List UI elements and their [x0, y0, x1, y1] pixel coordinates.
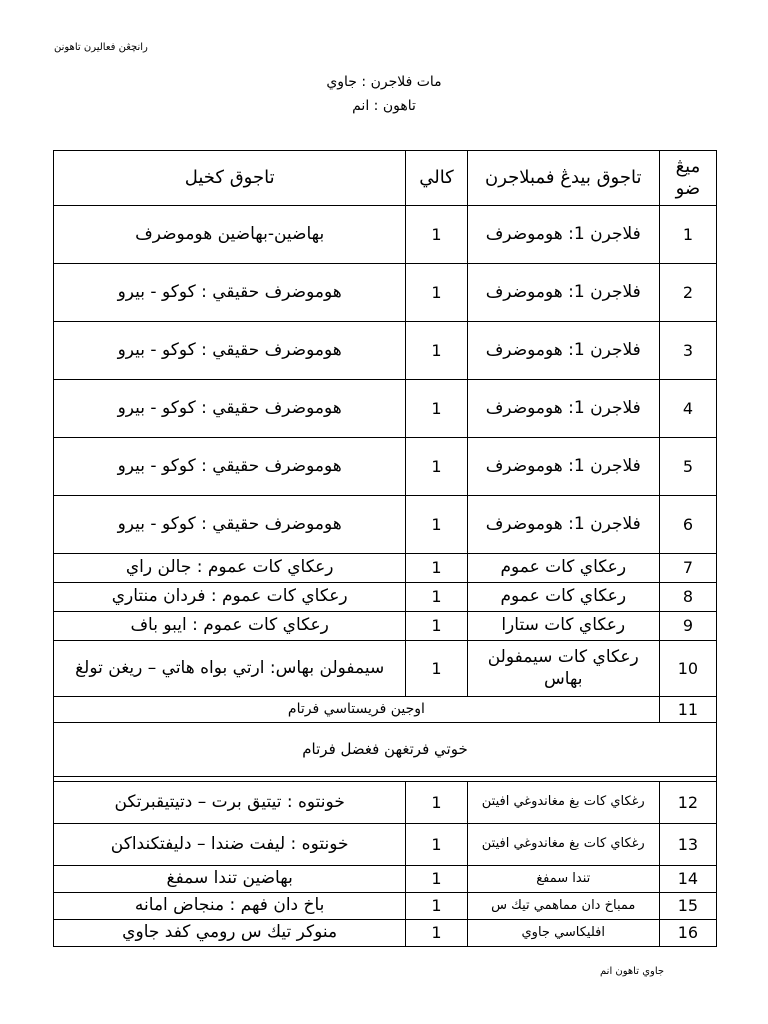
cell-no: 8 — [659, 583, 716, 612]
cell-subject: رعكاي كات سيمفولن بهاس — [467, 641, 659, 697]
cell-subject: رغكاي كات بغ مغاندوغي افيتن — [467, 824, 659, 866]
cell-kali: 1 — [406, 438, 467, 496]
header-kali: كالي — [406, 151, 467, 206]
table-row — [54, 782, 717, 824]
cell-kali: 1 — [406, 782, 467, 824]
cell-kali: 1 — [406, 496, 467, 554]
cell-subject: فلاجرن 1: هوموضرف — [467, 264, 659, 322]
header-week: ميڠ ضو — [659, 151, 716, 206]
table-row — [54, 893, 717, 920]
holiday-break-label: خوتي فرتغهن فغضل فرتام — [54, 723, 717, 777]
cell-activity: باخ دان فهم : منجاض امانه — [54, 893, 406, 920]
exam-row — [54, 697, 717, 723]
table-header-row — [54, 151, 717, 206]
cell-kali: 1 — [406, 893, 467, 920]
cell-kali: 1 — [406, 641, 467, 697]
year-title: تاهون : انم — [352, 98, 416, 114]
cell-activity: رعكاي كات عموم : ايبو باف — [54, 612, 406, 641]
cell-no: 13 — [659, 824, 716, 866]
cell-no: 7 — [659, 554, 716, 583]
cell-activity: هوموضرف حقيقي : كوكو - بيرو — [54, 496, 406, 554]
cell-activity: خونتوه : ليفت ضندا – دليفتكنداكن — [54, 824, 406, 866]
cell-no: 4 — [659, 380, 716, 438]
holiday-break-row — [54, 723, 717, 777]
cell-subject: افليكاسي جاوي — [467, 920, 659, 947]
table-row — [54, 380, 717, 438]
cell-activity: هوموضرف حقيقي : كوكو - بيرو — [54, 380, 406, 438]
cell-no: 9 — [659, 612, 716, 641]
cell-no: 14 — [659, 866, 716, 893]
cell-kali: 1 — [406, 920, 467, 947]
cell-subject: رعكاي كات عموم — [467, 554, 659, 583]
exam-label: اوجين فريستاسي فرتام — [54, 697, 660, 723]
cell-no: 15 — [659, 893, 716, 920]
cell-subject: فلاجرن 1: هوموضرف — [467, 206, 659, 264]
table-row — [54, 920, 717, 947]
table-row — [54, 496, 717, 554]
table-row — [54, 438, 717, 496]
cell-no: 3 — [659, 322, 716, 380]
cell-no: 12 — [659, 782, 716, 824]
cell-subject: ممباخ دان مماهمي تيك س — [467, 893, 659, 920]
cell-subject: رعكاي كات عموم — [467, 583, 659, 612]
cell-activity: هوموضرف حقيقي : كوكو - بيرو — [54, 438, 406, 496]
table-row — [54, 866, 717, 893]
table-row — [54, 554, 717, 583]
cell-kali: 1 — [406, 264, 467, 322]
cell-activity: منوكر تيك س رومي كفد جاوي — [54, 920, 406, 947]
cell-subject: فلاجرن 1: هوموضرف — [467, 496, 659, 554]
cell-subject: فلاجرن 1: هوموضرف — [467, 438, 659, 496]
cell-activity: بهاضين-بهاضين هوموضرف — [54, 206, 406, 264]
cell-kali: 1 — [406, 824, 467, 866]
cell-no: 16 — [659, 920, 716, 947]
cell-no: 1 — [659, 206, 716, 264]
cell-kali: 1 — [406, 583, 467, 612]
cell-subject: رعكاي كات ستارا — [467, 612, 659, 641]
header-activity: تاجوق كخيل — [54, 151, 406, 206]
cell-activity: خونتوه : تيتيق برت – دتيتيقبرتكن — [54, 782, 406, 824]
table-row — [54, 612, 717, 641]
cell-subject: رغكاي كات بغ مغاندوغي افيتن — [467, 782, 659, 824]
cell-no: 6 — [659, 496, 716, 554]
table-row — [54, 824, 717, 866]
table-row — [54, 583, 717, 612]
cell-activity: بهاضين تندا سمفغ — [54, 866, 406, 893]
cell-kali: 1 — [406, 380, 467, 438]
table-row — [54, 322, 717, 380]
table-row — [54, 264, 717, 322]
lesson-table — [53, 150, 717, 947]
cell-kali: 1 — [406, 866, 467, 893]
cell-no: 10 — [659, 641, 716, 697]
footer-note: جاوي تاهون انم — [600, 966, 665, 977]
cell-kali: 1 — [406, 554, 467, 583]
cell-activity: رعكاي كات عموم : فردان منتاري — [54, 583, 406, 612]
cell-no: 2 — [659, 264, 716, 322]
header-note: رانچڠن فعاليرن تاهونن — [54, 42, 148, 53]
header-subject: تاجوق بيدڠ فمبلاجرن — [467, 151, 659, 206]
cell-activity: هوموضرف حقيقي : كوكو - بيرو — [54, 264, 406, 322]
cell-kali: 1 — [406, 322, 467, 380]
cell-subject: تندا سمفغ — [467, 866, 659, 893]
table-row — [54, 206, 717, 264]
cell-activity: رعكاي كات عموم : جالن راي — [54, 554, 406, 583]
cell-activity: سيمفولن بهاس: ارتي بواه هاتي – ريغن تولغ — [54, 641, 406, 697]
cell-subject: فلاجرن 1: هوموضرف — [467, 380, 659, 438]
cell-kali: 1 — [406, 612, 467, 641]
cell-kali: 1 — [406, 206, 467, 264]
table-row — [54, 641, 717, 697]
cell-no: 5 — [659, 438, 716, 496]
cell-no: 11 — [659, 697, 716, 723]
subject-title: مات فلاجرن : جاوي — [326, 74, 442, 90]
cell-activity: هوموضرف حقيقي : كوكو - بيرو — [54, 322, 406, 380]
cell-subject: فلاجرن 1: هوموضرف — [467, 322, 659, 380]
